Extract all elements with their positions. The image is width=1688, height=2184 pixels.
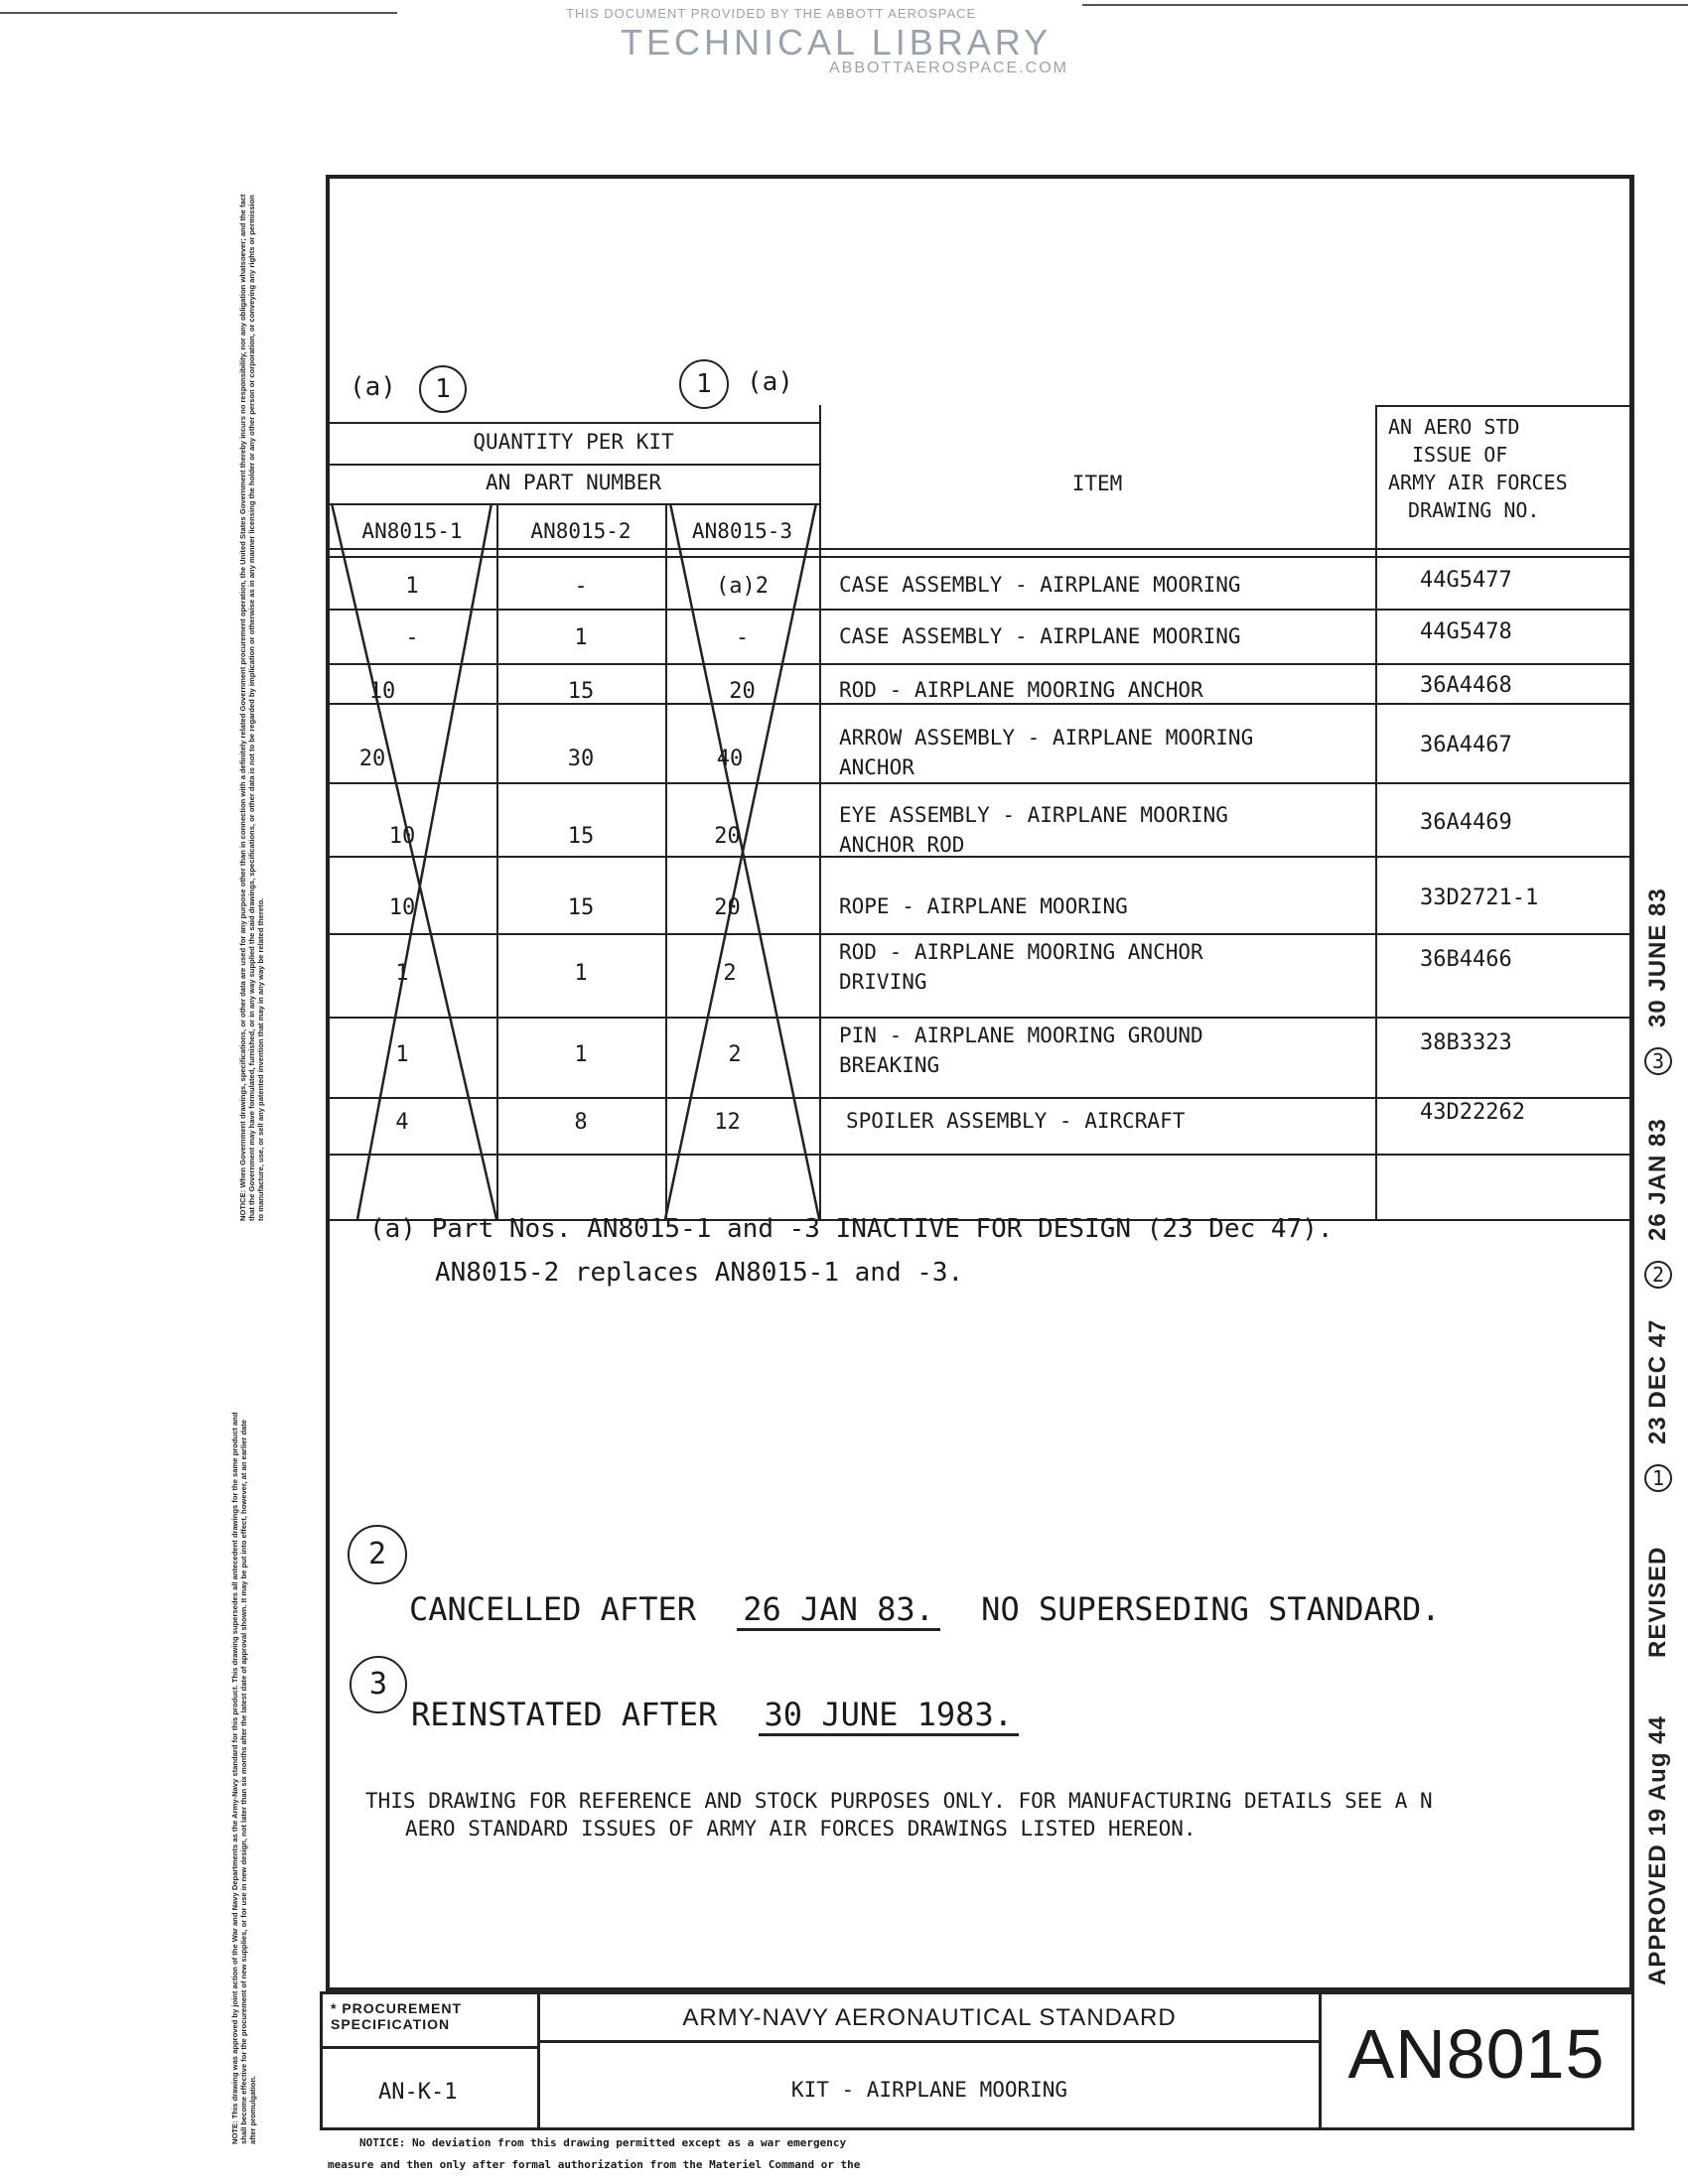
- procurement-spec-number: AN-K-1: [378, 2080, 458, 2105]
- row7-item: [839, 937, 1203, 997]
- row7-qty3: 2: [723, 961, 737, 986]
- row5-item-line2: ANCHOR ROD: [839, 833, 965, 857]
- mark-right-rev-circle: [679, 359, 729, 409]
- header-part-3: AN8015-3: [691, 519, 793, 543]
- header-item: ITEM: [1071, 472, 1123, 495]
- mark-right-rev: 1: [696, 369, 712, 399]
- row4-item-line2: ANCHOR: [839, 755, 914, 779]
- row6-qty3: 20: [714, 895, 741, 920]
- row8-drawing: 38B3323: [1420, 1030, 1512, 1055]
- reference-note: [365, 1787, 1433, 1843]
- row7-qty2: 1: [574, 961, 588, 986]
- row8-qty1: 1: [395, 1042, 409, 1067]
- row1-drawing: 44G5477: [1420, 568, 1512, 593]
- row5-qty2: 15: [567, 824, 595, 849]
- row2-drawing: 44G5478: [1420, 619, 1512, 644]
- watermark-title: TECHNICAL LIBRARY: [621, 22, 1053, 63]
- side-notice-top: NOTICE: When Government drawings, specifications, or other data are used for any purpose other than in connection with a definitely related Government procurement operation, the United States Government thereby incurs no responsibility, nor any obligation whatsoever; and the fact that the Government may have formulated, furnished, or in any way supplied the said drawings, specifications, or other data is not to be regarded by implication or otherwise as in any manner licensing the holder or any other person or corporation, or conveying any rights or permission to manufacture, use, or sell any patented invention that may in any way be related thereto.: [238, 194, 265, 1221]
- cancelled-prefix: CANCELLED AFTER: [409, 1590, 696, 1628]
- row2-item: CASE ASSEMBLY - AIRPLANE MOORING: [839, 624, 1241, 648]
- row2-qty3: -: [735, 625, 750, 650]
- row1-item: CASE ASSEMBLY - AIRPLANE MOORING: [839, 573, 1241, 597]
- row2-qty1: -: [405, 625, 419, 650]
- row4-qty3: 40: [716, 747, 744, 771]
- rev3-mark: 3: [1651, 1049, 1665, 1073]
- reinstated-prefix: REINSTATED AFTER: [411, 1696, 718, 1733]
- watermark-provided-by: THIS DOCUMENT PROVIDED BY THE ABBOTT AEROSPACE: [566, 6, 977, 21]
- cancelled-date: 26 JAN 83.: [737, 1590, 940, 1631]
- header-part-2: AN8015-2: [530, 519, 632, 543]
- rev2-note-mark: 2: [367, 1537, 387, 1571]
- header-drawing-no: [1388, 413, 1626, 524]
- standard-number-box: [1319, 1991, 1634, 2130]
- cancelled-suffix: NO SUPERSEDING STANDARD.: [981, 1590, 1441, 1628]
- header-qty-per-kit: QUANTITY PER KIT: [473, 430, 674, 454]
- standard-name: ARMY-NAVY AERONAUTICAL STANDARD: [682, 2004, 1177, 2031]
- row9-drawing: 43D22262: [1420, 1100, 1525, 1125]
- header-drawing-no-line4: DRAWING NO.: [1408, 498, 1540, 522]
- row7-qty1: 1: [395, 961, 409, 986]
- row8-qty3: 2: [728, 1042, 742, 1067]
- row3-item: ROD - AIRPLANE MOORING ANCHOR: [839, 678, 1203, 702]
- row3-qty3: 20: [729, 679, 756, 704]
- row7-item-line1: ROD - AIRPLANE MOORING ANCHOR: [839, 940, 1203, 964]
- row1-qty1: 1: [405, 574, 419, 599]
- rev3-date: 30 JUNE 83: [1644, 887, 1671, 1027]
- row1-qty3: (a)2: [716, 574, 769, 599]
- row8-item-line1: PIN - AIRPLANE MOORING GROUND: [839, 1024, 1203, 1047]
- reinstated-date: 30 JUNE 1983.: [759, 1696, 1019, 1736]
- top-rule-left: [0, 12, 397, 14]
- row9-qty3: 12: [714, 1110, 741, 1135]
- rev1-mark: 1: [1651, 1466, 1665, 1490]
- reference-note-line1: THIS DRAWING FOR REFERENCE AND STOCK PURPOSES ONLY. FOR MANUFACTURING DETAILS SEE A N: [365, 1789, 1433, 1813]
- revised-label: REVISED: [1644, 1546, 1671, 1658]
- row8-item: [839, 1021, 1203, 1080]
- header-drawing-no-line3: ARMY AIR FORCES: [1388, 471, 1568, 494]
- top-rule-right: [1082, 4, 1688, 6]
- standard-title: KIT - AIRPLANE MOORING: [790, 2078, 1068, 2102]
- rev2-note-circle: [348, 1525, 407, 1584]
- row3-drawing: 36A4468: [1420, 673, 1512, 698]
- reference-note-line2: AERO STANDARD ISSUES OF ARMY AIR FORCES DRAWINGS LISTED HEREON.: [405, 1817, 1196, 1841]
- row5-qty3: 20: [714, 824, 741, 849]
- rev1-circle: [1644, 1464, 1672, 1492]
- bottom-notice-line2: measure and then only after formal authorization from the Materiel Command or the: [328, 2158, 861, 2171]
- mark-left-rev: 1: [435, 374, 451, 404]
- row5-qty1: 10: [388, 824, 416, 849]
- footnote-a: [369, 1207, 1334, 1295]
- mark-left-rev-circle: [419, 365, 467, 413]
- row4-item: [839, 723, 1253, 782]
- row2-qty2: 1: [574, 625, 588, 650]
- header-part-1: AN8015-1: [361, 519, 463, 543]
- row1-qty2: -: [574, 574, 588, 599]
- mark-left-a: (a): [350, 372, 396, 402]
- row7-drawing: 36B4466: [1420, 947, 1512, 972]
- footnote-a-line2: AN8015-2 replaces AN8015-1 and -3.: [435, 1258, 964, 1288]
- row3-qty1: 10: [368, 679, 396, 704]
- rev1-date: 23 DEC 47: [1644, 1318, 1671, 1444]
- row6-qty2: 15: [567, 895, 595, 920]
- row5-item-line1: EYE ASSEMBLY - AIRPLANE MOORING: [839, 803, 1228, 827]
- side-notice-bottom: NOTE: This drawing was approved by joint action of the War and Navy Departments as the Army-Navy standard for this product. This drawing supersedes all antecedent drawings for the same product and shall become effective for the procurement of new supplies, or for use in new design, not later than six months after the latest date of approval shown. It may be put into effect, however, at an earlier date after promulgation.: [230, 1412, 257, 2144]
- bottom-notice-line1: NOTICE: No deviation from this drawing permitted except as a war emergency: [359, 2136, 847, 2149]
- row6-drawing: 33D2721-1: [1420, 886, 1539, 910]
- row4-drawing: 36A4467: [1420, 733, 1512, 757]
- header-drawing-no-line2: ISSUE OF: [1412, 443, 1508, 467]
- approved-date: APPROVED 19 Aug 44: [1644, 1715, 1671, 1985]
- row8-qty2: 1: [574, 1042, 588, 1067]
- rev2-date: 26 JAN 83: [1644, 1118, 1671, 1241]
- row4-qty1: 20: [358, 747, 386, 771]
- header-drawing-no-line1: AN AERO STD: [1388, 415, 1520, 439]
- procurement-spec-box: [320, 1991, 540, 2130]
- standard-title-box: [537, 1991, 1322, 2130]
- procurement-label: * PROCUREMENT SPECIFICATION: [331, 2000, 463, 2032]
- row7-item-line2: DRIVING: [839, 970, 927, 994]
- cancelled-line: [409, 1590, 1441, 1631]
- watermark-url: ABBOTTAEROSPACE.COM: [829, 60, 1068, 76]
- row9-item: SPOILER ASSEMBLY - AIRCRAFT: [846, 1109, 1186, 1133]
- row4-qty2: 30: [567, 747, 595, 771]
- row6-qty1: 10: [388, 895, 416, 920]
- row3-qty2: 15: [567, 679, 595, 704]
- standard-number: AN8015: [1347, 2015, 1606, 2093]
- row9-qty1: 4: [395, 1110, 409, 1135]
- row5-item: [839, 800, 1228, 860]
- mark-right-a: (a): [747, 367, 793, 397]
- rev3-note-circle: [350, 1656, 407, 1713]
- header-an-part-number: AN PART NUMBER: [485, 471, 661, 494]
- reinstated-line: [411, 1696, 1019, 1736]
- row5-drawing: 36A4469: [1420, 810, 1512, 835]
- row8-item-line2: BREAKING: [839, 1053, 940, 1077]
- rev3-note-mark: 3: [368, 1667, 388, 1702]
- rev2-mark: 2: [1651, 1263, 1665, 1287]
- row9-qty2: 8: [574, 1110, 588, 1135]
- revision-strip-divider: [1629, 175, 1632, 1991]
- rev2-circle: [1644, 1261, 1672, 1289]
- row6-item: ROPE - AIRPLANE MOORING: [839, 894, 1128, 918]
- rev3-circle: [1644, 1047, 1672, 1075]
- row4-item-line1: ARROW ASSEMBLY - AIRPLANE MOORING: [839, 726, 1254, 750]
- footnote-a-line1: (a) Part Nos. AN8015-1 and -3 INACTIVE FOR DESIGN (23 Dec 47).: [369, 1214, 1334, 1244]
